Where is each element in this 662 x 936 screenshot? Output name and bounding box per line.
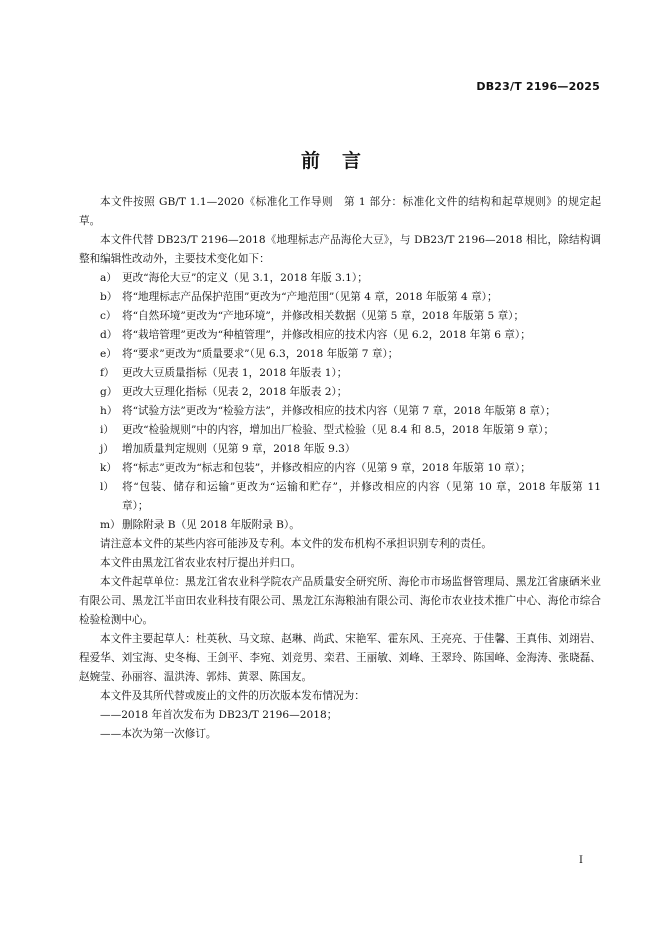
list-item bbox=[79, 421, 601, 440]
list-item bbox=[79, 383, 601, 402]
intro-paragraph: 本文件代替 DB23/T 2196—2018《地理标志产品海伦大豆》，与 DB23/T 2196—2018 相比，除结构调整和编辑性改动外，主要技术变化如下： bbox=[79, 234, 601, 265]
list-marker: a） bbox=[100, 272, 117, 284]
list-item-text: 更改大豆质量指标（见表 1，2018 年版表 1）； bbox=[122, 367, 348, 379]
page-number: I bbox=[579, 855, 583, 866]
page-title: 前言 bbox=[300, 150, 383, 172]
proposer-statement: 本文件由黑龙江省农业农村厅提出并归口。 bbox=[100, 557, 302, 569]
list-item-text: 更改“海伦大豆”的定义（见 3.1，2018 年版 3.1）； bbox=[122, 272, 368, 284]
list-marker: f） bbox=[100, 367, 115, 379]
list-item bbox=[79, 364, 601, 383]
list-item-text: 更改“检验规则”中的内容，增加出厂检验、型式检验（见 8.4 和 8.5，2018 年版第 9 章）； bbox=[122, 424, 555, 436]
list-item bbox=[79, 269, 601, 288]
list-item-text: 将“包装、储存和运输”更改为“运输和贮存”，并修改相应的内容（见第 10 章，2018 年版第 11 章）； bbox=[122, 481, 601, 512]
history-item: ——2018 年首次发布为 DB23/T 2196—2018； bbox=[100, 709, 338, 721]
list-marker: h） bbox=[100, 405, 118, 417]
list-item-text: 将“地理标志产品保护范围”更改为“产地范围”（见第 4 章，2018 年版第 4 章）； bbox=[122, 291, 498, 303]
list-item bbox=[79, 307, 601, 326]
drafting-units: 本文件起草单位：黑龙江省农业科学院农产品质量安全研究所、海伦市市场监督管理局、黑龙江省康硒米业有限公司、黑龙江半亩田农业科技有限公司、黑龙江东海粮油有限公司、海伦市农业技术推广中心、海伦市综合检验检测中心。 bbox=[79, 576, 601, 626]
list-marker: c） bbox=[100, 310, 117, 322]
list-marker: g） bbox=[100, 386, 118, 398]
list-item bbox=[79, 288, 601, 307]
patent-statement: 请注意本文件的某些内容可能涉及专利。本文件的发布机构不承担识别专利的责任。 bbox=[100, 538, 492, 550]
technical-changes-list bbox=[79, 269, 601, 535]
intro-paragraph: 本文件按照 GB/T 1.1—2020《标准化工作导则 第 1 部分：标准化文件的结构和起草规则》的规定起草。 bbox=[79, 196, 601, 227]
list-marker: d） bbox=[100, 329, 118, 341]
list-marker: i） bbox=[100, 424, 114, 436]
list-item bbox=[79, 440, 601, 459]
list-item-text: 增加质量判定规则（见第 9 章，2018 年版 9.3） bbox=[122, 443, 356, 455]
list-item-text: 更改大豆理化指标（见表 2，2018 年版表 2）； bbox=[122, 386, 348, 398]
list-item-text: 将“试验方法”更改为“检验方法”，并修改相应的技术内容（见第 7 章，2018 年版第 8 章）； bbox=[122, 405, 556, 417]
list-item-text: 将“要求”更改为“质量要求”（见 6.3，2018 年版第 7 章）； bbox=[122, 348, 399, 360]
list-marker: k） bbox=[100, 462, 118, 474]
list-marker: b） bbox=[100, 291, 118, 303]
list-item bbox=[79, 345, 601, 364]
list-marker: e） bbox=[100, 348, 117, 360]
history-item: ——本次为第一次修订。 bbox=[100, 728, 217, 740]
list-item-text: 将“栽培管理”更改为“种植管理”，并修改相应的技术内容（见 6.2，2018 年第 6 章）； bbox=[122, 329, 531, 341]
list-item bbox=[79, 516, 601, 535]
list-marker: j） bbox=[100, 443, 114, 455]
list-marker: m） bbox=[100, 519, 121, 531]
history-intro: 本文件及其所代替或废止的文件的历次版本发布情况为： bbox=[100, 690, 365, 702]
list-marker: l） bbox=[100, 481, 114, 493]
drafters: 本文件主要起草人：杜英秋、马文琼、赵琳、尚武、宋艳军、霍东风、王亮亮、于佳馨、王真伟、刘翊岩、程爱华、刘宝海、史冬梅、王剑平、李宛、刘竞男、栾君、王丽敏、刘峰、王翠玲、陈国峰、金海涛、张晓磊、赵婉莹、孙丽容、温洪涛、郭炜、黄翠、陈国友。 bbox=[79, 633, 601, 683]
foreword-body bbox=[79, 193, 601, 744]
document-code: DB23/T 2196—2025 bbox=[476, 80, 600, 93]
list-item bbox=[79, 459, 601, 478]
list-item bbox=[79, 402, 601, 421]
list-item bbox=[79, 478, 601, 516]
list-item-text: 删除附录 B（见 2018 年版附录 B）。 bbox=[122, 519, 300, 531]
list-item bbox=[79, 326, 601, 345]
list-item-text: 将“标志”更改为“标志和包装”，并修改相应的内容（见第 9 章，2018 年版第 10 章）； bbox=[122, 462, 531, 474]
list-item-text: 将“自然环境”更改为“产地环境”，并修改相关数据（见第 5 章，2018 年版第 5 章）； bbox=[122, 310, 525, 322]
